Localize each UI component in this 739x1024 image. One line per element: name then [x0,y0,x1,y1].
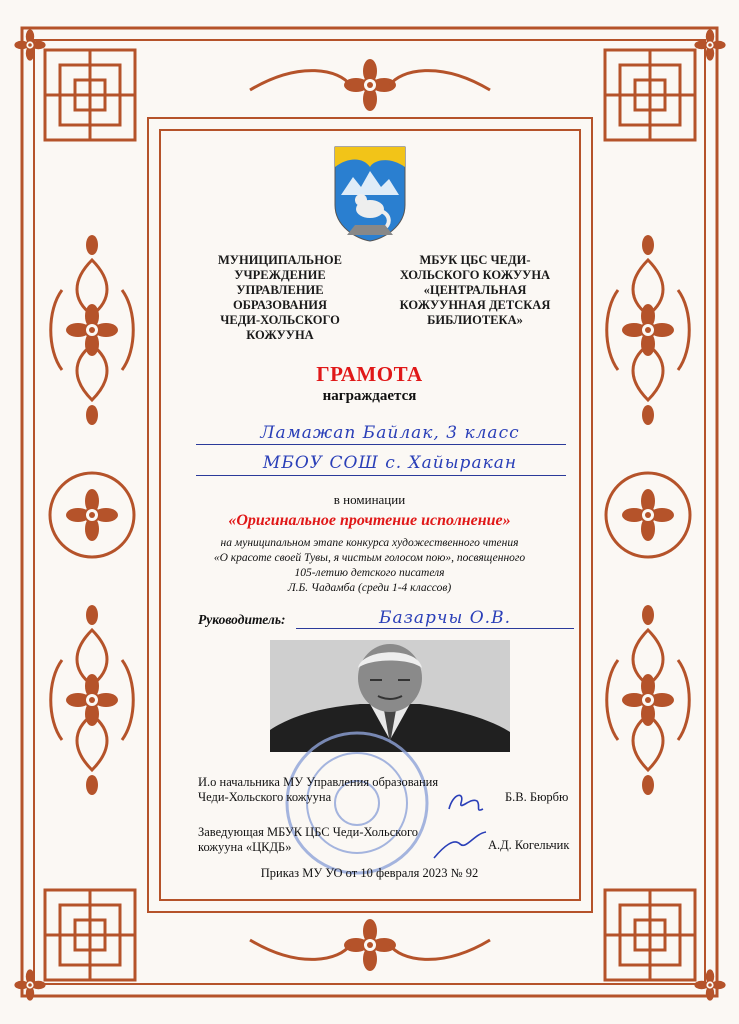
description-line: на муниципальном этапе конкурса художественного чтения [220,537,519,549]
nomination-intro: в номинации [333,492,406,507]
school-underline [196,475,566,476]
org-left-line: УЧРЕЖДЕНИЕ [234,268,326,282]
recipient-handwritten: Ламажап Байлак, 3 класс [260,423,520,443]
nomination-title: «Оригинальное прочтение исполнение» [228,512,511,529]
org-left-line: КОЖУУНА [246,328,314,342]
first-signer-role [198,775,438,805]
second-signer-role [198,825,418,855]
role-line: И.о начальника МУ Управления образования [198,775,439,789]
school-handwritten: МБОУ СОШ с. Хайыракан [262,453,518,473]
org-right-line: «ЦЕНТРАЛЬНАЯ [423,283,527,297]
description-line: 105-летию детского писателя [294,567,445,579]
order-reference: Приказ МУ УО от 10 февраля 2023 № 92 [260,866,479,880]
first-signer-name: Б.В. Бюрбю [505,790,569,804]
first-signature [445,787,485,817]
second-signature [430,828,490,863]
org-right-line: БИБЛИОТЕКА» [427,313,523,327]
description-line: «О красоте своей Тувы, я чистым голосом пою», посвященного [213,552,526,564]
org-right-line: ХОЛЬСКОГО КОЖУУНА [399,268,551,282]
org-left-line: МУНИЦИПАЛЬНОЕ [218,253,342,267]
org-right-line: КОЖУУННАЯ ДЕТСКАЯ [399,298,551,312]
org-right [385,253,565,328]
org-right-line: МБУК ЦБС ЧЕДИ- [419,253,531,267]
role-line: кожууна «ЦКДБ» [198,840,292,854]
leader-handwritten: Базарчы О.В. [379,608,511,628]
leader-underline [296,628,574,629]
certificate-subtitle: награждается [322,388,417,404]
org-left [190,253,370,343]
org-left-line: УПРАВЛЕНИЕ [236,283,324,297]
leader-label: Руководитель: [198,612,286,627]
second-signer-name: А.Д. Когельчик [488,838,570,852]
org-left-line: ОБРАЗОВАНИЯ [232,298,328,312]
certificate-title: ГРАМОТА [316,362,423,386]
description-line: Л.Б. Чадамба (среди 1-4 классов) [287,582,452,594]
municipal-emblem [333,145,407,243]
role-line: Заведующая МБУК ЦБС Чеди-Хольского [198,825,419,839]
recipient-underline [196,444,566,445]
role-line: Чеди-Хольского кожууна [198,790,332,804]
org-left-line: ЧЕДИ-ХОЛЬСКОГО [220,313,340,327]
